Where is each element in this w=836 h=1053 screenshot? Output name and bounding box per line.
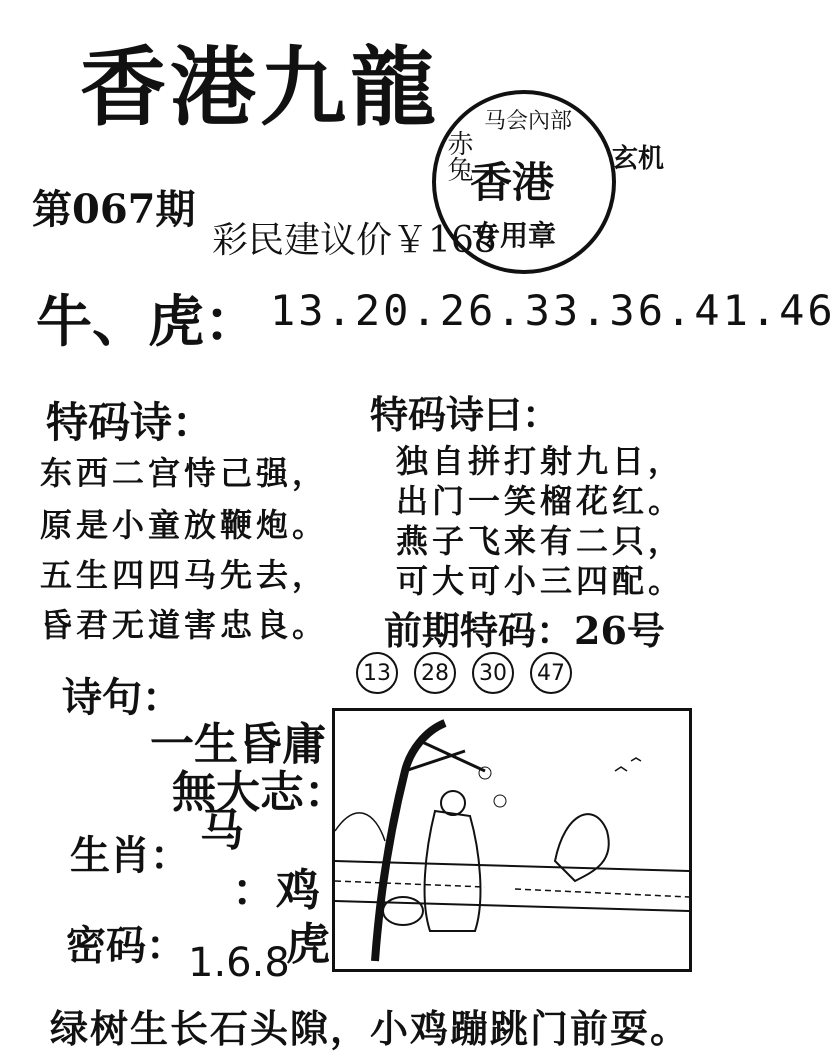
issue-number: 第067期	[32, 186, 196, 233]
left-poem-line: 原是小童放鞭炮。	[40, 506, 329, 544]
shengxiao-c: 虎	[286, 919, 330, 970]
stamp-top-text: 马会內部	[484, 109, 573, 134]
circled-number: 47	[530, 652, 572, 694]
right-poem-line: 独自拼打射九日，	[396, 442, 685, 480]
zodiac-numbers: 13.20.26.33.36.41.46	[270, 286, 836, 335]
circled-number: 28	[414, 652, 456, 694]
circled-number: 30	[472, 652, 514, 694]
illustration-scene	[332, 708, 692, 972]
mima-label: 密码：	[66, 922, 186, 969]
stamp-right-text: 玄机	[612, 144, 665, 174]
left-poem-heading: 特码诗：	[46, 398, 215, 447]
shengxiao-a: 马	[200, 805, 244, 856]
right-poem-line: 可大可小三四配。	[396, 562, 685, 600]
previous-special-number: 前期特码：26号	[384, 608, 665, 653]
zodiac-label: 牛、虎：	[36, 289, 260, 355]
stamp-center-text: 香港	[470, 158, 555, 207]
price-text: 彩民建议价￥168	[212, 220, 497, 261]
stamp-bottom-text: 专用章	[472, 219, 557, 252]
left-poem-line: 东西二宫恃己强，	[40, 454, 329, 492]
left-poem-line: 昏君无道害忠良。	[40, 606, 329, 644]
right-poem-line: 出门一笑榴花红。	[396, 482, 685, 520]
page-title: 香港九龍	[80, 37, 440, 138]
stamp-side-text: 赤兔	[443, 130, 473, 182]
left-poem-line: 五生四四马先去，	[40, 556, 329, 594]
right-poem-heading: 特码诗曰：	[370, 392, 561, 437]
mima-numbers: 1.6.8	[188, 940, 290, 986]
circled-numbers	[356, 652, 572, 694]
verse-line-2: 無大志：	[172, 767, 348, 818]
shengxiao-label: 生肖：	[70, 832, 190, 879]
right-poem-line: 燕子飞来有二只，	[396, 522, 685, 560]
footer-verse: 绿树生长石头隙，小鸡蹦跳门前耍。	[50, 1006, 691, 1051]
shengxiao-b: ：鸡	[232, 865, 320, 916]
circled-number: 13	[356, 652, 398, 694]
verse-line-1: 一生昏庸	[150, 719, 326, 770]
verse-label: 诗句：	[62, 674, 182, 721]
scholar-garden-illustration	[335, 711, 689, 969]
